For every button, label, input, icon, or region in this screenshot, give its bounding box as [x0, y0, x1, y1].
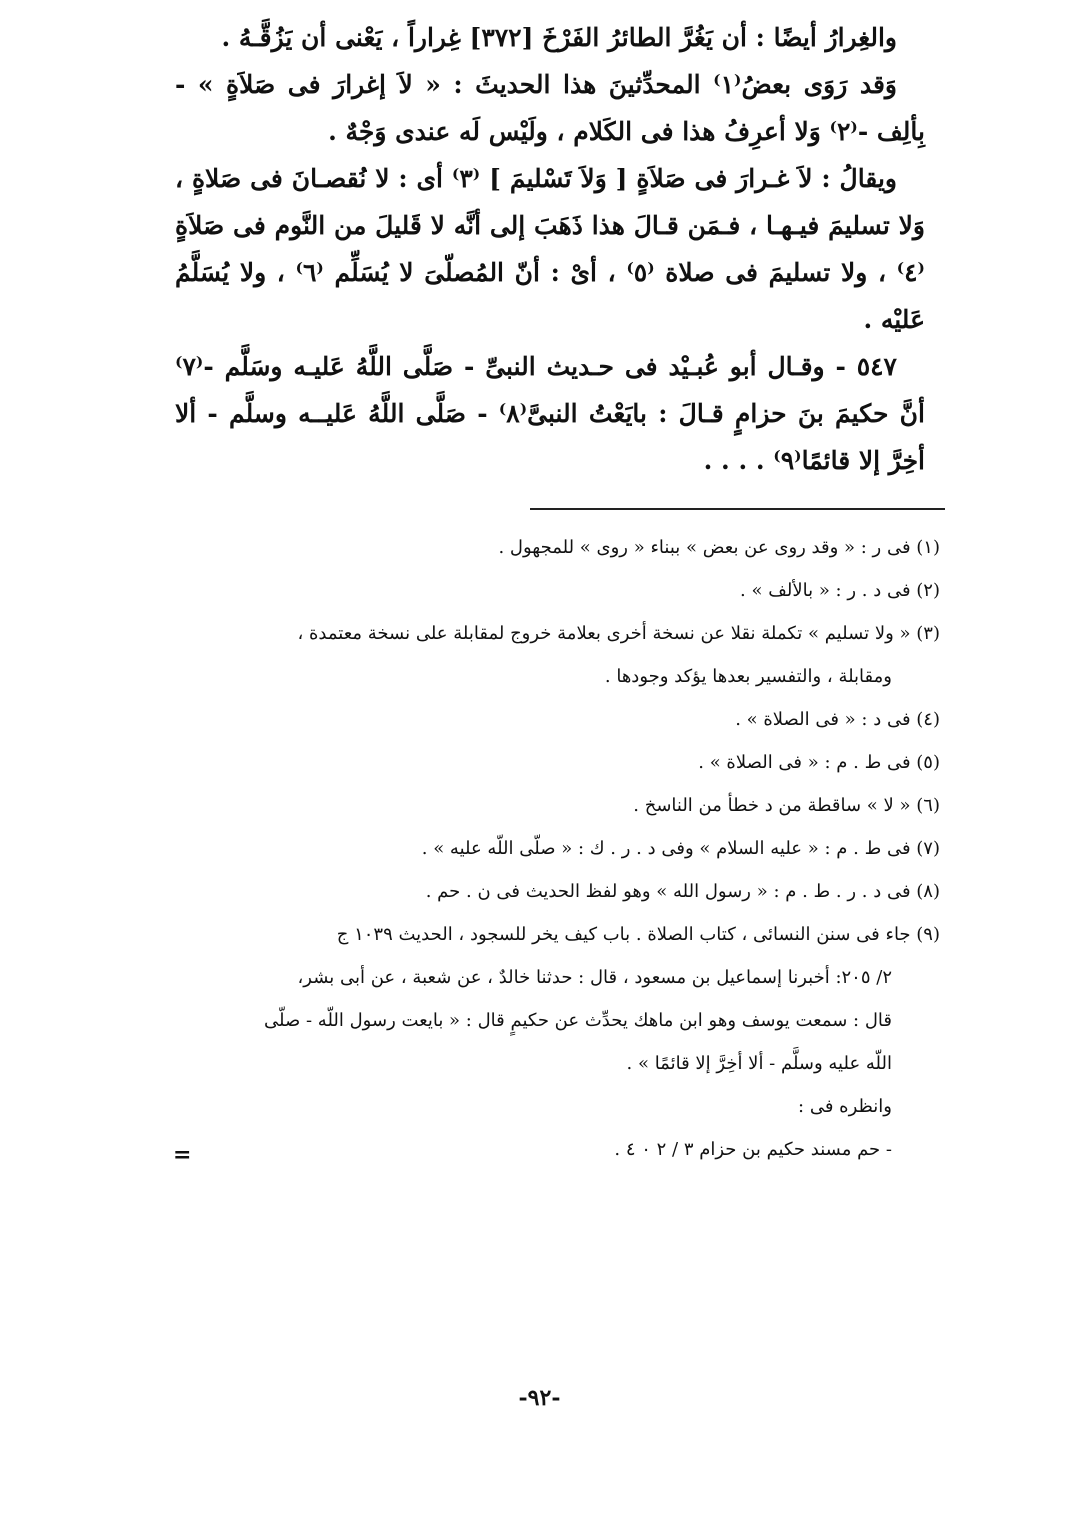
- footnote-9-line-4: اللّه عليه وسلَّم - ألا أخِرَّ إلا قائمًا » .: [626, 1053, 892, 1074]
- footnote-5: (٥) فى ط . م : « فى الصلاة » .: [698, 752, 940, 773]
- footnote-4: (٤) فى د : « فى الصلاة » .: [735, 709, 940, 730]
- footnote-1: (١) فى ر : « وقد روى عن بعض » ببناء « روى » للمجهول .: [498, 537, 940, 558]
- footnote-9-line-6: - حم مسند حكيم بن حزام ٣ / ٢ ٠ ٤ .: [614, 1139, 892, 1160]
- footnote-6: (٦) « لا » ساقطة من د خطأ من الناسخ .: [633, 795, 940, 816]
- page-number: -٩٢-: [518, 1385, 561, 1411]
- footnote-divider: [530, 508, 945, 510]
- footnotes-section: [175, 526, 940, 1171]
- footnote-7: (٧) فى ط . م : « عليه السلام » وفى د . ر . ك : « صلّى اللّه عليه » .: [421, 838, 940, 859]
- footnote-9: (٩) جاء فى سنن النسائى ، كتاب الصلاة . باب كيف يخر للسجود ، الحديث ١٠٣٩ ج: [336, 924, 940, 945]
- continuation-mark: =: [173, 1142, 192, 1168]
- footnote-3-continued: ومقابلة ، والتفسير بعدها يؤكد وجودها .: [604, 666, 892, 687]
- footnote-8: (٨) فى د . ر . ط . م : « رسول الله » وهو لفظ الحديث فى ن . حم .: [425, 881, 940, 902]
- paragraph-3: ويقالُ : لاَ غـرارَ فى صَلاَةٍ [ وَلاَ تَسْليمَ ] ⁽٣⁾ أى : لا نُقصـانَ فى صَلاةٍ ، وَلا تسليمَ فيـهـا ، فـمَن قـالَ هذا ذَهَبَ إلى أنَّه لا قَليلَ من النَّوم فى صَلاَةٍ ⁽٤⁾ ، ولا تسليمَ فى صلاة ⁽٥⁾ ، أىْ : أنّ المُصلّىَ لا يُسَلِّم ⁽٦⁾ ، ولا يُسَلَّمُ عَليْه .: [175, 164, 925, 334]
- footnote-9-line-5: وانظره فى :: [798, 1096, 892, 1117]
- paragraph-2: وَقد رَوَى بعضُ⁽١⁾ المحدِّثينَ هذا الحديثَ : « لاَ إغرارَ فى صَلاَةٍ » - بِألِف -⁽٢⁾ وَلا أعرِفُ هذا فى الكَلام ، ولَيْس لَه عندى وَجْهٌ .: [175, 70, 925, 146]
- footnote-3: (٣) « ولا تسليم » تكملة نقلا عن نسخة أخرى بعلامة خروج لمقابلة على نسخة معتمدة ،: [297, 623, 940, 644]
- paragraph-4: ٥٤٧ - وقـال أبو عُبـيْد فى حـديث النبىِّ - صَلَّى اللَّهُ عَليـه وسَلَّم -⁽٧⁾ أنَّ حكيمَ بنَ حزامٍ قـالَ : بايَعْتُ النبىَّ⁽٨⁾ - صَلَّى اللَّهُ عَليــه وسلَّم - ألا أخِرَّ إلا قائمًا⁽٩⁾ . . . .: [175, 352, 925, 475]
- footnote-2: (٢) فى د . ر : « بالألف » .: [740, 580, 940, 601]
- footnote-9-line-2: ٢/ ٢٠٥: أخبرنا إسماعيل بن مسعود ، قال : حدثنا خالدٌ ، عن شعبة ، عن أبى بشر،: [297, 967, 892, 988]
- paragraph-1: والغِرارُ أيضًا : أن يَغُرَّ الطائرُ الفَرْخَ [٣٧٢] غِراراً ، يَعْنى أن يَزُقَّـهُ .: [221, 23, 897, 52]
- main-text-body: [175, 14, 925, 484]
- footnote-9-line-3: قال : سمعت يوسف وهو ابن ماهك يحدِّث عن حكيمٍ قال : « بايعت رسول اللّه - صلّى: [264, 1010, 892, 1031]
